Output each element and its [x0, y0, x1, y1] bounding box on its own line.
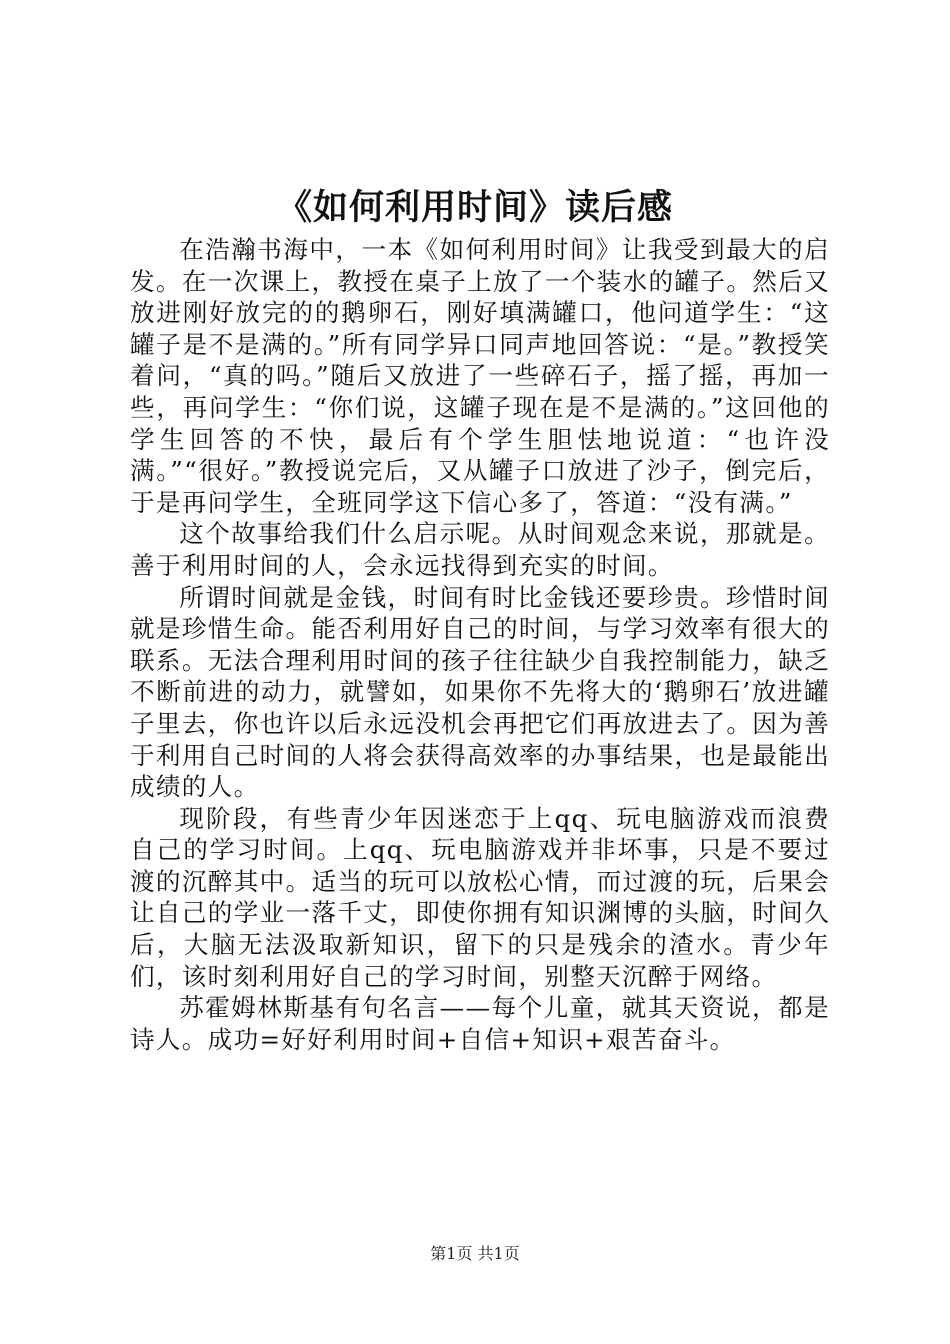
- paragraph-3: 所谓时间就是金钱，时间有时比金钱还要珍贵。珍惜时间就是珍惜生命。能否利用好自己的时间，与学习效率有很大的联系。无法合理利用时间的孩子往往缺少自我控制能力，缺乏不断前进的动力，就譬如，如果你不先将大的‘鹅卵石’放进罐子里去，你也许以后永远没机会再把它们再放进去了。因为善于利用自己时间的人将会获得高效率的办事结果，也是最能出成绩的人。: [130, 582, 830, 802]
- paragraph-4: 现阶段，有些青少年因迷恋于上qq、玩电脑游戏而浪费自己的学习时间。上qq、玩电脑游戏并非坏事，只是不要过渡的沉醉其中。适当的玩可以放松心情，而过渡的玩，后果会让自己的学业一落千丈，即使你拥有知识渊博的头脑，时间久后，大脑无法汲取新知识，留下的只是残余的渣水。青少年们，该时刻利用好自己的学习时间，别整天沉醉于网络。: [130, 803, 830, 991]
- document-body: [130, 234, 830, 1055]
- paragraph-1: 在浩瀚书海中，一本《如何利用时间》让我受到最大的启发。在一次课上，教授在桌子上放了一个装水的罐子。然后又放进刚好放完的的鹅卵石，刚好填满罐口，他问道学生：“这罐子是不是满的。”所有同学异口同声地回答说：“是。”教授笑着问，“真的吗。”随后又放进了一些碎石子，摇了摇，再加一些，再问学生：“你们说，这罐子现在是不是满的。”这回他的学生回答的不快，最后有个学生胆怯地说道：“也许没满。”“很好。”教授说完后，又从罐子口放进了沙子，倒完后，于是再问学生，全班同学这下信心多了，答道：“没有满。”: [130, 235, 830, 517]
- document-title: 《如何利用时间》读后感: [276, 187, 673, 228]
- page-number-footer: 第1页 共1页: [430, 1244, 520, 1263]
- paragraph-5: 苏霍姆林斯基有句名言——每个儿童，就其天资说，都是诗人。成功=好好利用时间+自信+知识+艰苦奋斗。: [130, 993, 830, 1054]
- paragraph-2: 这个故事给我们什么启示呢。从时间观念来说，那就是。善于利用时间的人，会永远找得到充实的时间。: [130, 519, 830, 580]
